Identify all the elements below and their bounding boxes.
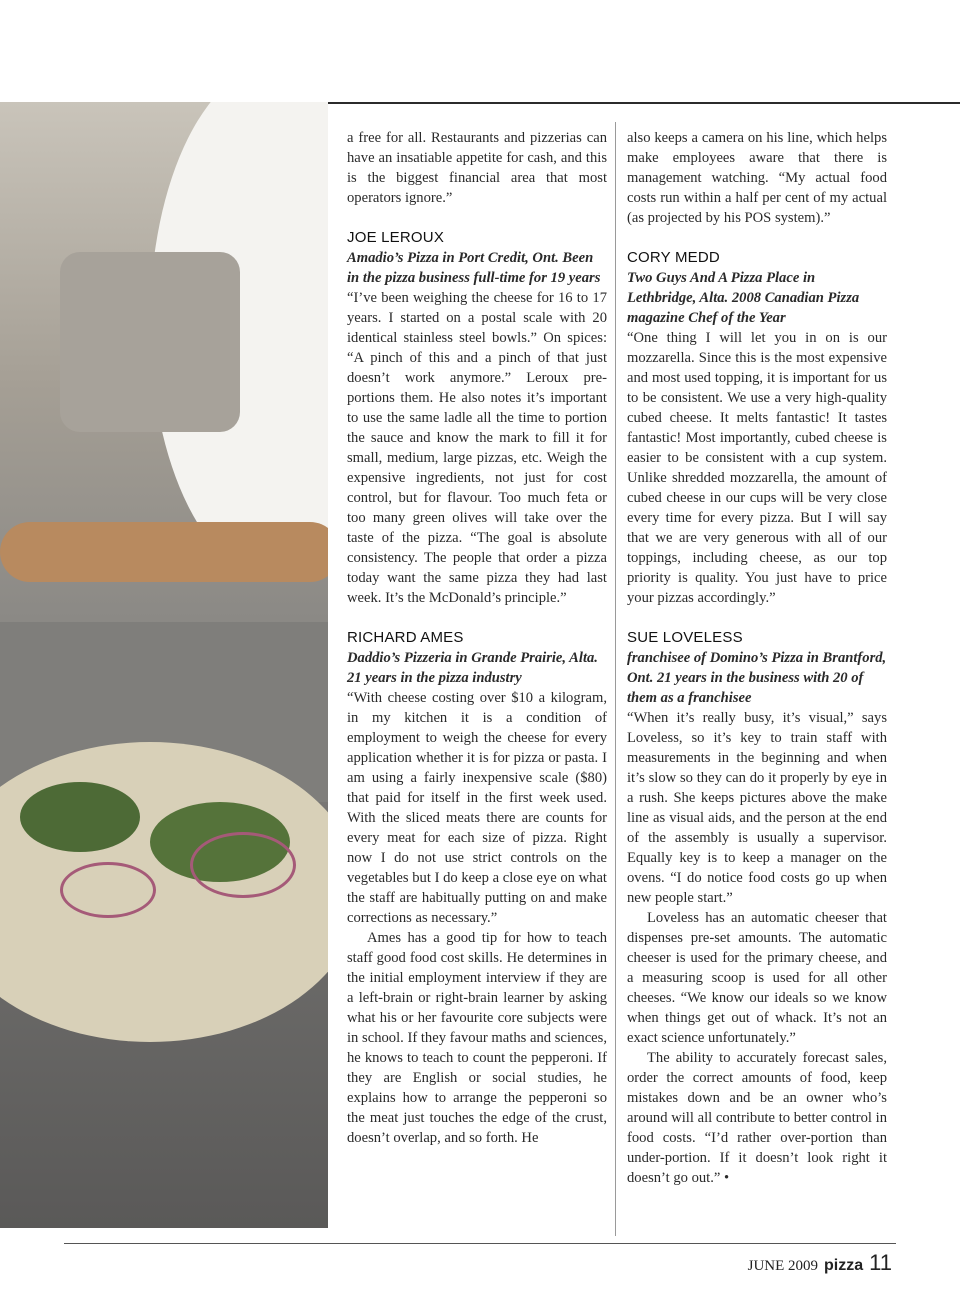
bottom-rule [64, 1243, 896, 1244]
right-column [627, 128, 887, 1188]
richard-ames-body: “With cheese costing over $10 a kilogram, in my kitchen it is a condition of employment to weigh the cheese for every application whether it is for pizza or pasta. I am using a fairly inexpensive scale ($80) that paid for itself in the first week used. With the sliced meats there are counts for every meat for each size of pizza. Right now I do not use strict controls on the vegetables but I do keep a close eye on what the staff are habitually putting on and make corrections as necessary.” [347, 690, 607, 926]
continued-paragraph: also keeps a camera on his line, which helps make employees aware that there is management watching. “My actual food costs run within a half per cent of my actual (as projected by his POS system).” [627, 130, 887, 226]
richard-ames-subtitle: Daddio’s Pizzeria in Grande Prairie, Alta. 21 years in the pizza industry [347, 650, 598, 686]
issue-date: JUNE 2009 [747, 1258, 819, 1274]
column-divider [615, 122, 616, 1236]
sue-loveless-subtitle: franchisee of Domino’s Pizza in Brantford, Ont. 21 years in the business with 20 of them as a franchisee [627, 650, 887, 706]
joe-leroux-subtitle: Amadio’s Pizza in Port Credit, Ont. Been in the pizza business full-time for 19 years [347, 250, 601, 286]
joe-leroux-body: “I’ve been weighing the cheese for 16 to 17 years. I started on a postal scale with 20 identical stainless steel bowls.” On spices: “A pinch of this and a pinch of that just doesn’t work anymore.” Leroux pre-portions them. He also notes it’s important to use the same ladle all the time to portion the sauce and know the mark to fill it for small, medium, large pizzas, etc. Weigh the expensive ingredients, not just for cost control, but for flavour. Too much feta or too many green olives will take over the taste of the pizza. “The goal is absolute consistency. The people that order a pizza today want the same pizza they had last week. It’s the McDonald’s principle.” [347, 290, 607, 606]
richard-ames-body-2: Ames has a good tip for how to teach staff good food cost skills. He determines in the initial employment interview if they are a left-brain or right-brain learner by asking what his or her favourite core subjects were in school. If they favour maths and sciences, he knows to teach to count the pepperoni. If they are English or social studies, he explains how to arrange the pepperoni so the meat just touches the edge of the crust, doesn’t overlap, and so forth. He [347, 930, 607, 1146]
cory-medd-subtitle: Two Guys And A Pizza Place in Lethbridge, Alta. 2008 Canadian Pizza magazine Chef of the Year [627, 270, 860, 326]
page-footer [748, 1250, 892, 1276]
intro-paragraph: a free for all. Restaurants and pizzerias can have an insatiable appetite for cash, and this is the biggest financial area that most operators ignore.” [347, 130, 607, 206]
sue-loveless-body: “When it’s really busy, it’s visual,” says Loveless, so it’s key to train staff with measurements in the beginning and when it’s slow so they can do it properly by eye in a rush. She keeps pictures above the make line as visual aids, and the person at the end of the assembly is usually a supervisor. Equally key is to keep a manager on the ovens. “I do notice food costs go up when new people start.” [627, 710, 887, 906]
cory-medd-heading: CORY MEDD [627, 249, 720, 266]
container-shape [60, 252, 240, 432]
left-column [347, 128, 607, 1148]
richard-ames-heading: RICHARD AMES [347, 629, 464, 646]
top-rule [328, 102, 960, 104]
page-number: 11 [869, 1250, 892, 1275]
joe-leroux-heading: JOE LEROUX [347, 229, 445, 246]
sue-loveless-body-3: The ability to accurately forecast sales, order the correct amounts of food, keep mistakes down and be an owner who’s around will all contribute to better control in food costs. “I’d rather over-portion than under-portion. If it doesn’t look right it doesn’t go out.” • [627, 1050, 887, 1186]
pizza-prep-photo [0, 102, 328, 1228]
onion-ring-shape-2 [190, 832, 296, 898]
spinach-shape [20, 782, 140, 852]
rolling-pin-shape [0, 522, 328, 582]
magazine-brand: pizza [824, 1257, 864, 1274]
onion-ring-shape [60, 862, 156, 918]
cory-medd-body: “One thing I will let you in on is our mozzarella. Since this is the most expensive and most used topping, it is important for us to be consistent. We use a very high-quality cubed cheese. It melts fantastic! It tastes fantastic! Most importantly, cubed cheese is easier to be consistent with a cup system. Unlike shredded mozzarella, the amount of cubed cheese in our cups will be very close every time for every pizza. But I will say that we are very generous with all of our toppings, including cheese, as our top priority is quality. You just have to price your pizzas accordingly.” [627, 330, 887, 606]
sue-loveless-body-2: Loveless has an automatic cheeser that dispenses pre-set amounts. The automatic cheeser is used for the primary cheese, and a measuring scoop is used for all other cheeses. “We know our ideals so we know when things get out of whack. It’s not an exact science unfortunately.” [627, 910, 887, 1046]
sue-loveless-heading: SUE LOVELESS [627, 629, 743, 646]
